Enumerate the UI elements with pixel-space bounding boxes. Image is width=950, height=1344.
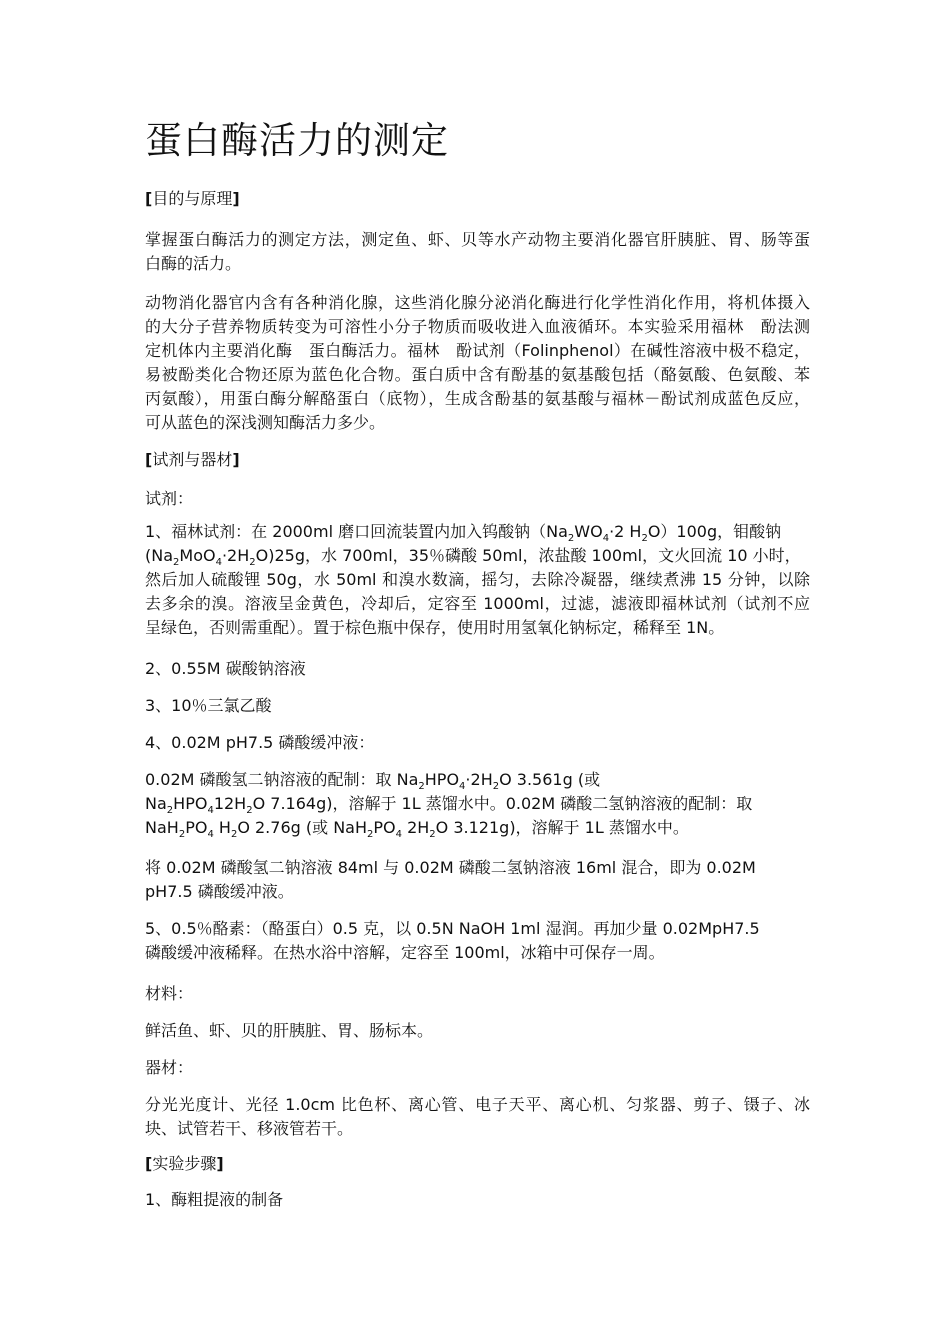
- bracket-close: ]: [216, 1154, 224, 1173]
- heading-text: 实验步骤: [152, 1154, 217, 1173]
- text-line: 丙氨酸），用蛋白酶分解酪蛋白（底物），生成含酚基的氨基酸与福林－酚试剂成蓝色反应，: [145, 389, 810, 408]
- text-line: 分光光度计、光径 1.0cm 比色杯、离心管、电子天平、离心机、匀浆器、剪子、镊子、冰: [145, 1095, 810, 1114]
- text-line: pH7.5 磷酸缓冲液。: [145, 882, 294, 901]
- paragraph-principle: [145, 291, 810, 435]
- heading-text: 试剂与器材: [152, 450, 233, 469]
- text-line: $NaH_2PO_4$ $H_2O$ 2.76g (或 $NaH_2PO_4$ $2H_2O$ 3.121g)，溶解于 1L 蒸馏水中。: [145, 818, 689, 840]
- text-line: 磷酸缓冲液稀释。在热水浴中溶解，定容至 100ml，冰箱中可保存一周。: [145, 943, 665, 962]
- equipment-label: [145, 1056, 810, 1080]
- text-line: 鲜活鱼、虾、贝的肝胰脏、胃、肠标本。: [145, 1021, 434, 1040]
- reagent-item-4-preparation: [145, 768, 810, 840]
- text-line: 白酶的活力。: [145, 254, 242, 273]
- reagent-item-5: [145, 917, 810, 965]
- reagents-label: [145, 487, 810, 511]
- text-line: 掌握蛋白酶活力的测定方法，测定鱼、虾、贝等水产动物主要消化器官肝胰脏、胃、肠等蛋: [145, 230, 810, 249]
- text-line: 试剂：: [145, 489, 194, 508]
- text-line: 2、0.55M 碳酸钠溶液: [145, 659, 306, 678]
- text-line: 1、酶粗提液的制备: [145, 1190, 284, 1209]
- reagent-item-4-mixing: [145, 856, 810, 904]
- bracket-open: [: [145, 1154, 153, 1173]
- reagent-item-3: [145, 694, 810, 718]
- text-line: 呈绿色，否则需重配）。置于棕色瓶中保存，使用时用氢氧化钠标定，稀释至 1N。: [145, 618, 725, 637]
- text-line: 去多余的溴。溶液呈金黄色，冷却后，定容至 1000ml，过滤，滤液即福林试剂（试剂不应: [145, 594, 810, 613]
- text-line: 将 0.02M 磷酸氢二钠溶液 84ml 与 0.02M 磷酸二氢钠溶液 16ml 混合，即为 0.02M: [145, 858, 756, 877]
- text-line: 器材：: [145, 1058, 194, 1077]
- materials-label: [145, 982, 810, 1006]
- materials-text: [145, 1019, 810, 1043]
- section-heading-reagents: [145, 448, 810, 472]
- text-line: 定机体内主要消化酶 蛋白酶活力。福林 酚试剂（Folinphenol）在碱性溶液中极不稳定，: [145, 341, 810, 360]
- bracket-close: ]: [232, 189, 240, 208]
- bracket-open: [: [145, 450, 153, 469]
- text-line: 块、试管若干、移液管若干。: [145, 1119, 354, 1138]
- reagent-item-4: [145, 731, 810, 755]
- step-item-1: [145, 1188, 810, 1212]
- text-line: 可从蓝色的深浅测知酶活力多少。: [145, 413, 386, 432]
- text-line: 4、0.02M pH7.5 磷酸缓冲液：: [145, 733, 375, 752]
- text-line: $(Na_2MoO_4\cdot 2H_2O)25g$，水 700ml，35％磷酸 50ml，浓盐酸 100ml，文火回流 10 小时，: [145, 546, 801, 568]
- equipment-text: [145, 1093, 810, 1141]
- page-title: 蛋白酶活力的测定: [145, 119, 449, 162]
- text-line: 易被酚类化合物还原为蓝色化合物。蛋白质中含有酚基的氨基酸包括（酪氨酸、色氨酸、苯: [145, 365, 810, 384]
- reagent-item-2: [145, 657, 810, 681]
- section-heading-steps: [145, 1152, 810, 1176]
- text-line: 3、10％三氯乙酸: [145, 696, 272, 715]
- paragraph-purpose: [145, 228, 810, 276]
- text-line: 然后加人硫酸锂 50g，水 50ml 和溴水数滴，摇匀，去除冷凝器，继续煮沸 15 分钟，以除: [145, 570, 810, 589]
- text-line: 5、0.5％酪素：（酪蛋白）0.5 克，以 0.5N NaOH 1ml 湿润。再加少量 0.02MpH7.5: [145, 919, 760, 938]
- text-line: 1、福林试剂：在 2000ml 磨口回流装置内加入钨酸钠（$Na_2WO_4\cdot 2$ $H_2O)100g$，钼酸钠: [145, 522, 782, 544]
- text-line: $Na_2HPO_412H_2O$ 7.164g)，溶解于 1L 蒸馏水中。0.02M 磷酸二氢钠溶液的配制：取: [145, 794, 753, 816]
- text-line: 的大分子营养物质转变为可溶性小分子物质而吸收进入血液循环。本实验采用福林 酚法测: [145, 317, 810, 336]
- bracket-open: [: [145, 189, 153, 208]
- heading-text: 目的与原理: [152, 189, 233, 208]
- text-line: 材料：: [145, 984, 194, 1003]
- text-line: 0.02M 磷酸氢二钠溶液的配制：取 $Na_2HPO_4\cdot 2H_2O$ 3.561g (或: [145, 770, 601, 792]
- text-line: 动物消化器官内含有各种消化腺，这些消化腺分泌消化酶进行化学性消化作用，将机体摄入: [145, 293, 810, 312]
- bracket-close: ]: [232, 450, 240, 469]
- reagent-item-1: [145, 520, 810, 640]
- section-heading-purpose: [145, 187, 810, 211]
